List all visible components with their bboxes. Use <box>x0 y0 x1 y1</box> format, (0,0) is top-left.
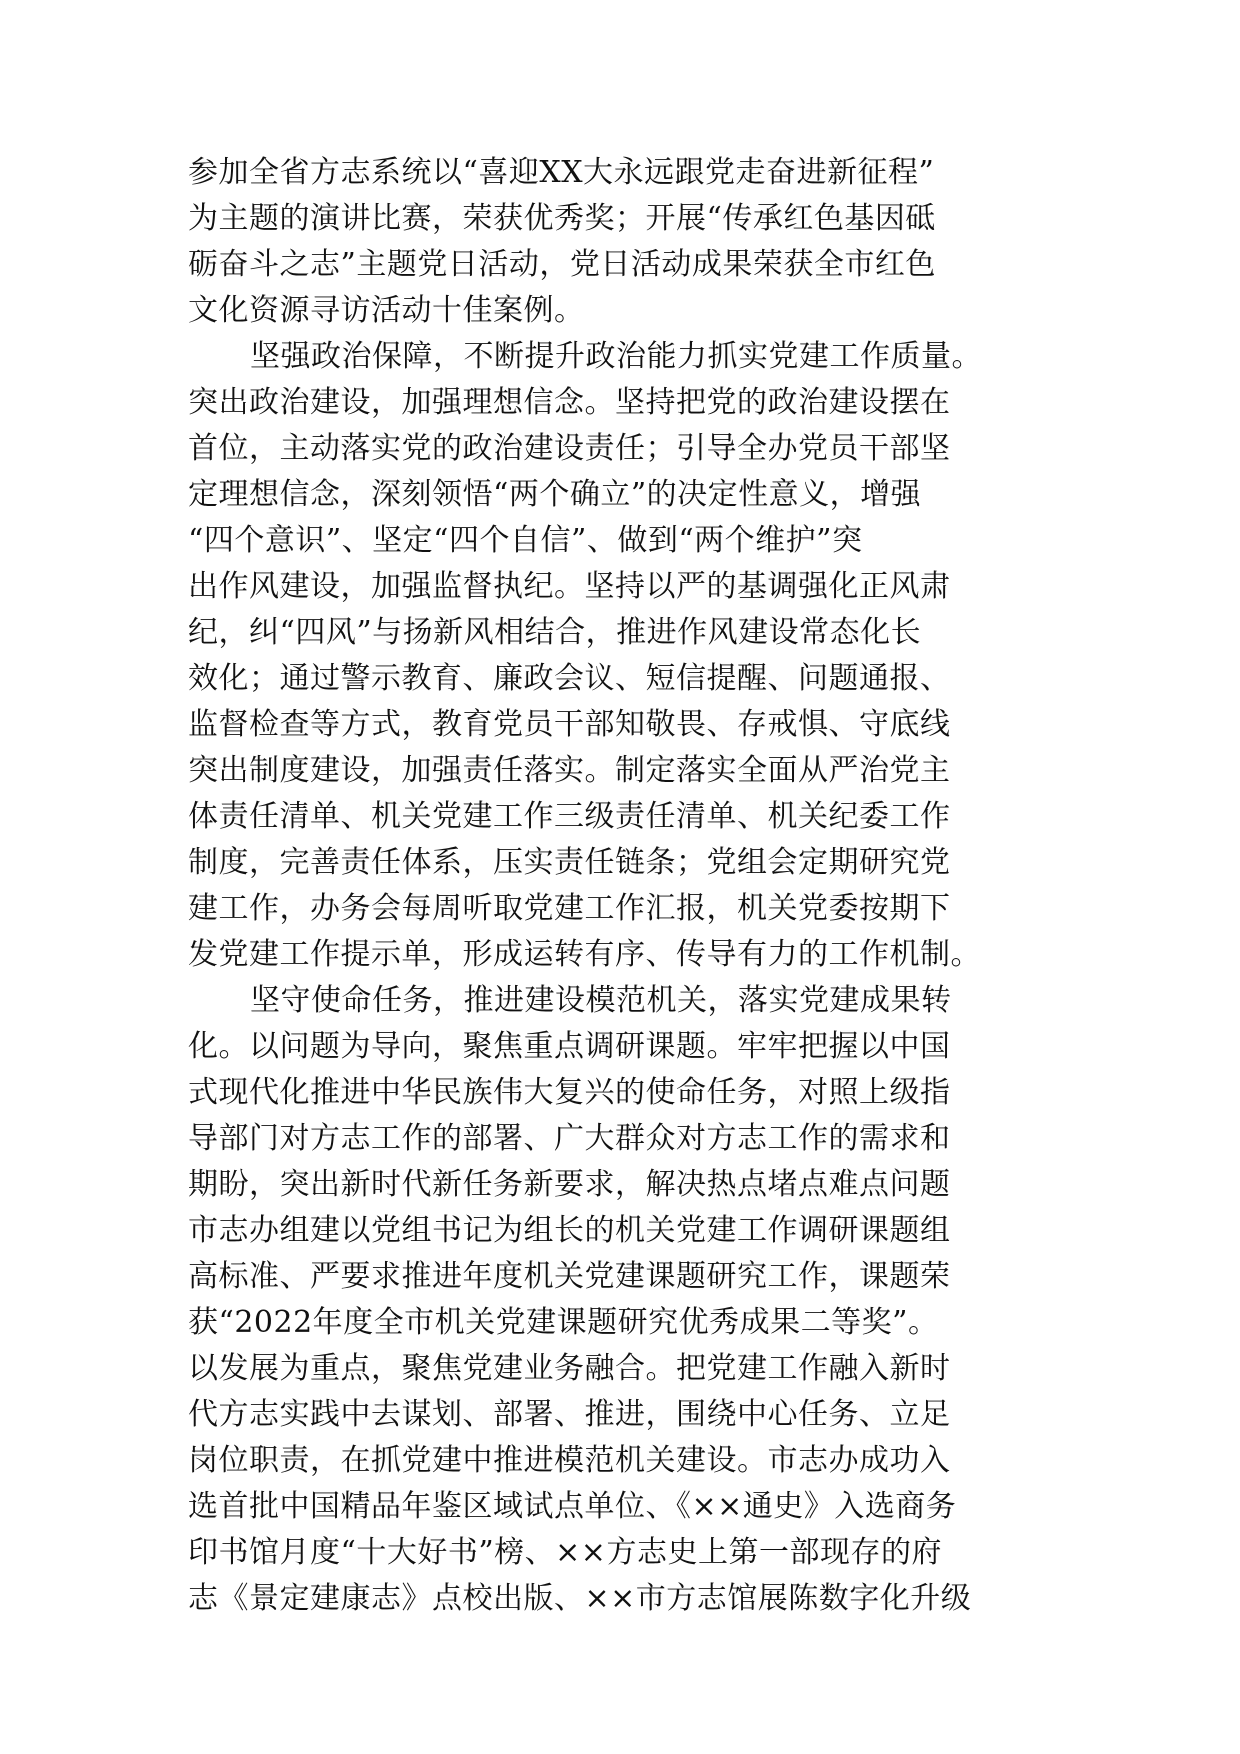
text-line: 岗位职责，在抓党建中推进模范机关建设。市志办成功入 <box>188 1443 951 1478</box>
text-line: 首位，主动落实党的政治建设责任；引导全办党员干部坚 <box>188 431 951 466</box>
text-line: 印书馆月度“十大好书”榜、××方志史上第一部现存的府 <box>188 1535 942 1570</box>
text-line: 建工作，办务会每周听取党建工作汇报，机关党委按期下 <box>188 891 951 926</box>
text-line: 式现代化推进中华民族伟大复兴的使命任务，对照上级指 <box>188 1075 951 1110</box>
text-line: 志《景定建康志》点校出版、××市方志馆展陈数字化升级 <box>188 1581 972 1616</box>
text-line: 发党建工作提示单，形成运转有序、传导有力的工作机制。 <box>188 937 981 972</box>
text-line: 体责任清单、机关党建工作三级责任清单、机关纪委工作 <box>188 799 951 834</box>
paragraph-first-line: 坚守使命任务，推进建设模范机关，落实党建成果转 <box>250 983 952 1018</box>
text-line: 效化；通过警示教育、廉政会议、短信提醒、问题通报、 <box>188 661 951 696</box>
body-text <box>188 150 1068 1622</box>
text-line: 为主题的演讲比赛，荣获优秀奖；开展“传承红色基因砥 <box>188 201 936 236</box>
text-line: 定理想信念，深刻领悟“两个确立”的决定性意义，增强 <box>188 477 922 512</box>
text-line: 砺奋斗之志”主题党日活动，党日活动成果荣获全市红色 <box>188 247 936 282</box>
text-line: 化。以问题为导向，聚焦重点调研课题。牢牢把握以中国 <box>188 1029 951 1064</box>
text-line: 突出制度建设，加强责任落实。制定落实全面从严治党主 <box>188 753 951 788</box>
paragraph-first-line: 坚强政治保障，不断提升政治能力抓实党建工作质量。 <box>250 339 982 374</box>
text-line: 制度，完善责任体系，压实责任链条；党组会定期研究党 <box>188 845 951 880</box>
text-line: 选首批中国精品年鉴区域试点单位、《××通史》入选商务 <box>188 1489 957 1524</box>
text-line: 突出政治建设，加强理想信念。坚持把党的政治建设摆在 <box>188 385 951 420</box>
text-line: 代方志实践中去谋划、部署、推进，围绕中心任务、立足 <box>188 1397 951 1432</box>
text-line: 市志办组建以党组书记为组长的机关党建工作调研课题组 <box>188 1213 951 1248</box>
text-line: 期盼，突出新时代新任务新要求，解决热点堵点难点问题 <box>188 1167 951 1202</box>
text-line: 文化资源寻访活动十佳案例。 <box>188 293 585 328</box>
text-line: 参加全省方志系统以“喜迎XX大永远跟党走奋进新征程” <box>188 155 935 190</box>
text-line: 纪，纠“四风”与扬新风相结合，推进作风建设常态化长 <box>188 615 922 650</box>
text-line: “四个意识”、坚定“四个自信”、做到“两个维护”突 <box>188 523 863 558</box>
text-line: 获“2022年度全市机关党建课题研究优秀成果二等奖”。 <box>188 1305 939 1340</box>
text-line: 以发展为重点，聚焦党建业务融合。把党建工作融入新时 <box>188 1351 951 1386</box>
text-line: 监督检查等方式，教育党员干部知敬畏、存戒惧、守底线 <box>188 707 951 742</box>
text-line: 出作风建设，加强监督执纪。坚持以严的基调强化正风肃 <box>188 569 951 604</box>
text-line: 高标准、严要求推进年度机关党建课题研究工作，课题荣 <box>188 1259 951 1294</box>
text-line: 导部门对方志工作的部署、广大群众对方志工作的需求和 <box>188 1121 951 1156</box>
